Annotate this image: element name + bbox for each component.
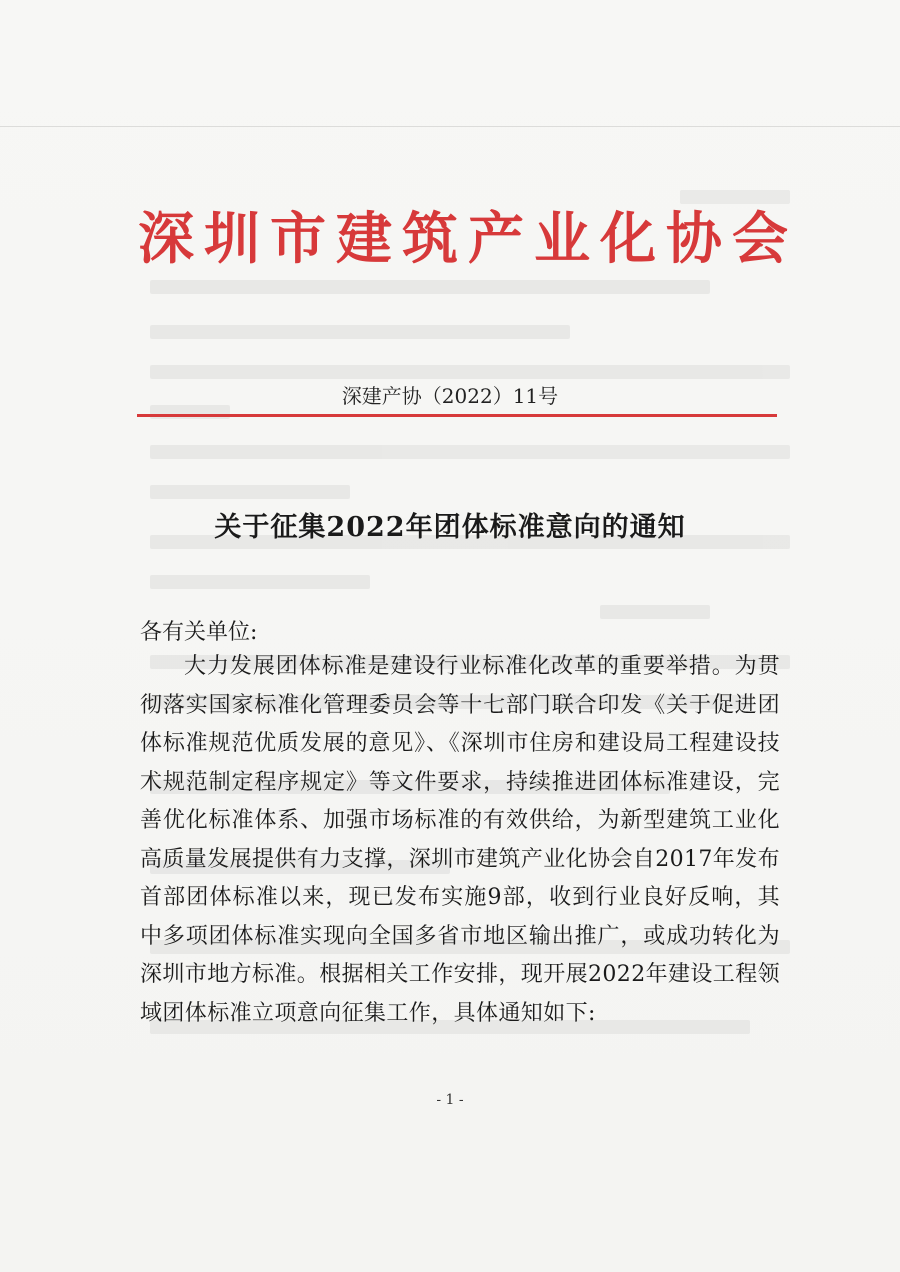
organization-header: 深圳市建筑产业化协会 xyxy=(138,206,798,272)
document-number: 深建产协（2022）11号 xyxy=(341,384,559,408)
notice-title: 关于征集2022年团体标准意向的通知 xyxy=(214,512,686,543)
red-divider-rule xyxy=(137,414,777,417)
body-paragraph: 大力发展团体标准是建设行业标准化改革的重要举措。为贯彻落实国家标准化管理委员会等十七部门联合印发《关于促进团体标准规范优质发展的意见》、《深圳市住房和建设局工程建设技术规范制定程序规定》等文件要求，持续推进团体标准建设，完善优化标准体系、加强市场标准的有效供给，为新型建筑工业化高质量发展提供有力支撑，深圳市建筑产业化协会自2017年发布首部团体标准以来，现已发布实施9部，收到行业良好反响，其中多项团体标准实现向全国多省市地区输出推广，或成功转化为深圳市地方标准。根据相关工作安排，现开展2022年建设工程领域团体标准立项意向征集工作，具体通知如下: xyxy=(140,654,780,1026)
scan-edge-line xyxy=(0,126,900,127)
page-number: - 1 - xyxy=(436,1092,464,1108)
salutation: 各有关单位: xyxy=(140,620,258,645)
